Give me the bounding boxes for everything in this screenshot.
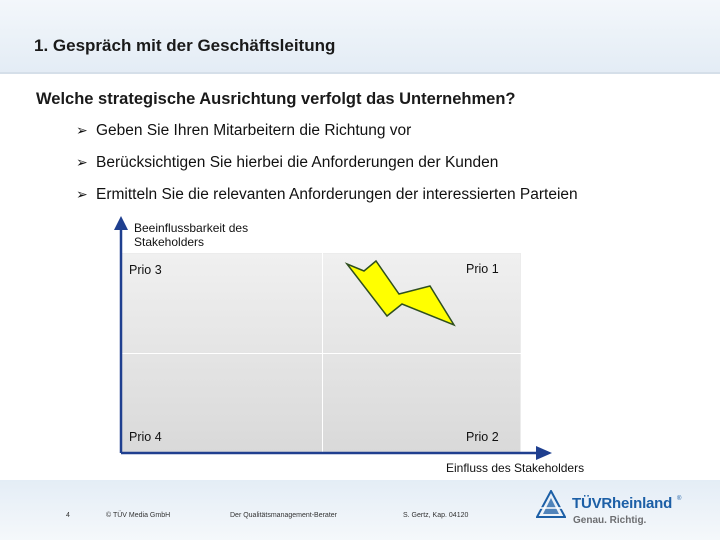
- page-number: 4: [66, 512, 70, 519]
- slide-title: 1. Gespräch mit der Geschäftsleitung: [34, 36, 336, 55]
- logo-registered-mark: ®: [677, 496, 682, 502]
- quadrant-label-top-left: Prio 3: [129, 263, 162, 277]
- bullet-text: Ermitteln Sie die relevanten Anforderungen der interessierten Parteien: [96, 186, 578, 203]
- footer-reference: S. Gertz, Kap. 04120: [403, 512, 469, 519]
- arrow-bullet-icon: ➢: [76, 154, 88, 170]
- footer-course: Der Qualitätsmanagement-Berater: [230, 512, 337, 519]
- x-axis-label: Einfluss des Stakeholders: [446, 461, 585, 475]
- arrow-bullet-icon: ➢: [76, 186, 88, 202]
- logo-slogan: Genau. Richtig.: [573, 515, 647, 526]
- quadrant-label-bottom-right: Prio 2: [466, 430, 499, 444]
- footer-copyright: © TÜV Media GmbH: [106, 512, 171, 519]
- arrow-bullet-icon: ➢: [76, 122, 88, 138]
- question-heading: Welche strategische Ausrichtung verfolgt das Unternehmen?: [36, 90, 516, 108]
- tuv-triangle-logo-icon: [536, 490, 566, 520]
- y-axis-label-line: Stakeholders: [134, 235, 205, 249]
- logo-wordmark: TÜVRheinland: [572, 495, 673, 512]
- y-axis-label-line: Beeinflussbarkeit des: [134, 221, 249, 235]
- quadrant-label-top-right: Prio 1: [466, 262, 499, 276]
- bullet-text: Geben Sie Ihren Mitarbeitern die Richtung vor: [96, 122, 412, 139]
- quadrant-label-bottom-left: Prio 4: [129, 430, 162, 444]
- bullet-text: Berücksichtigen Sie hierbei die Anforderungen der Kunden: [96, 154, 499, 171]
